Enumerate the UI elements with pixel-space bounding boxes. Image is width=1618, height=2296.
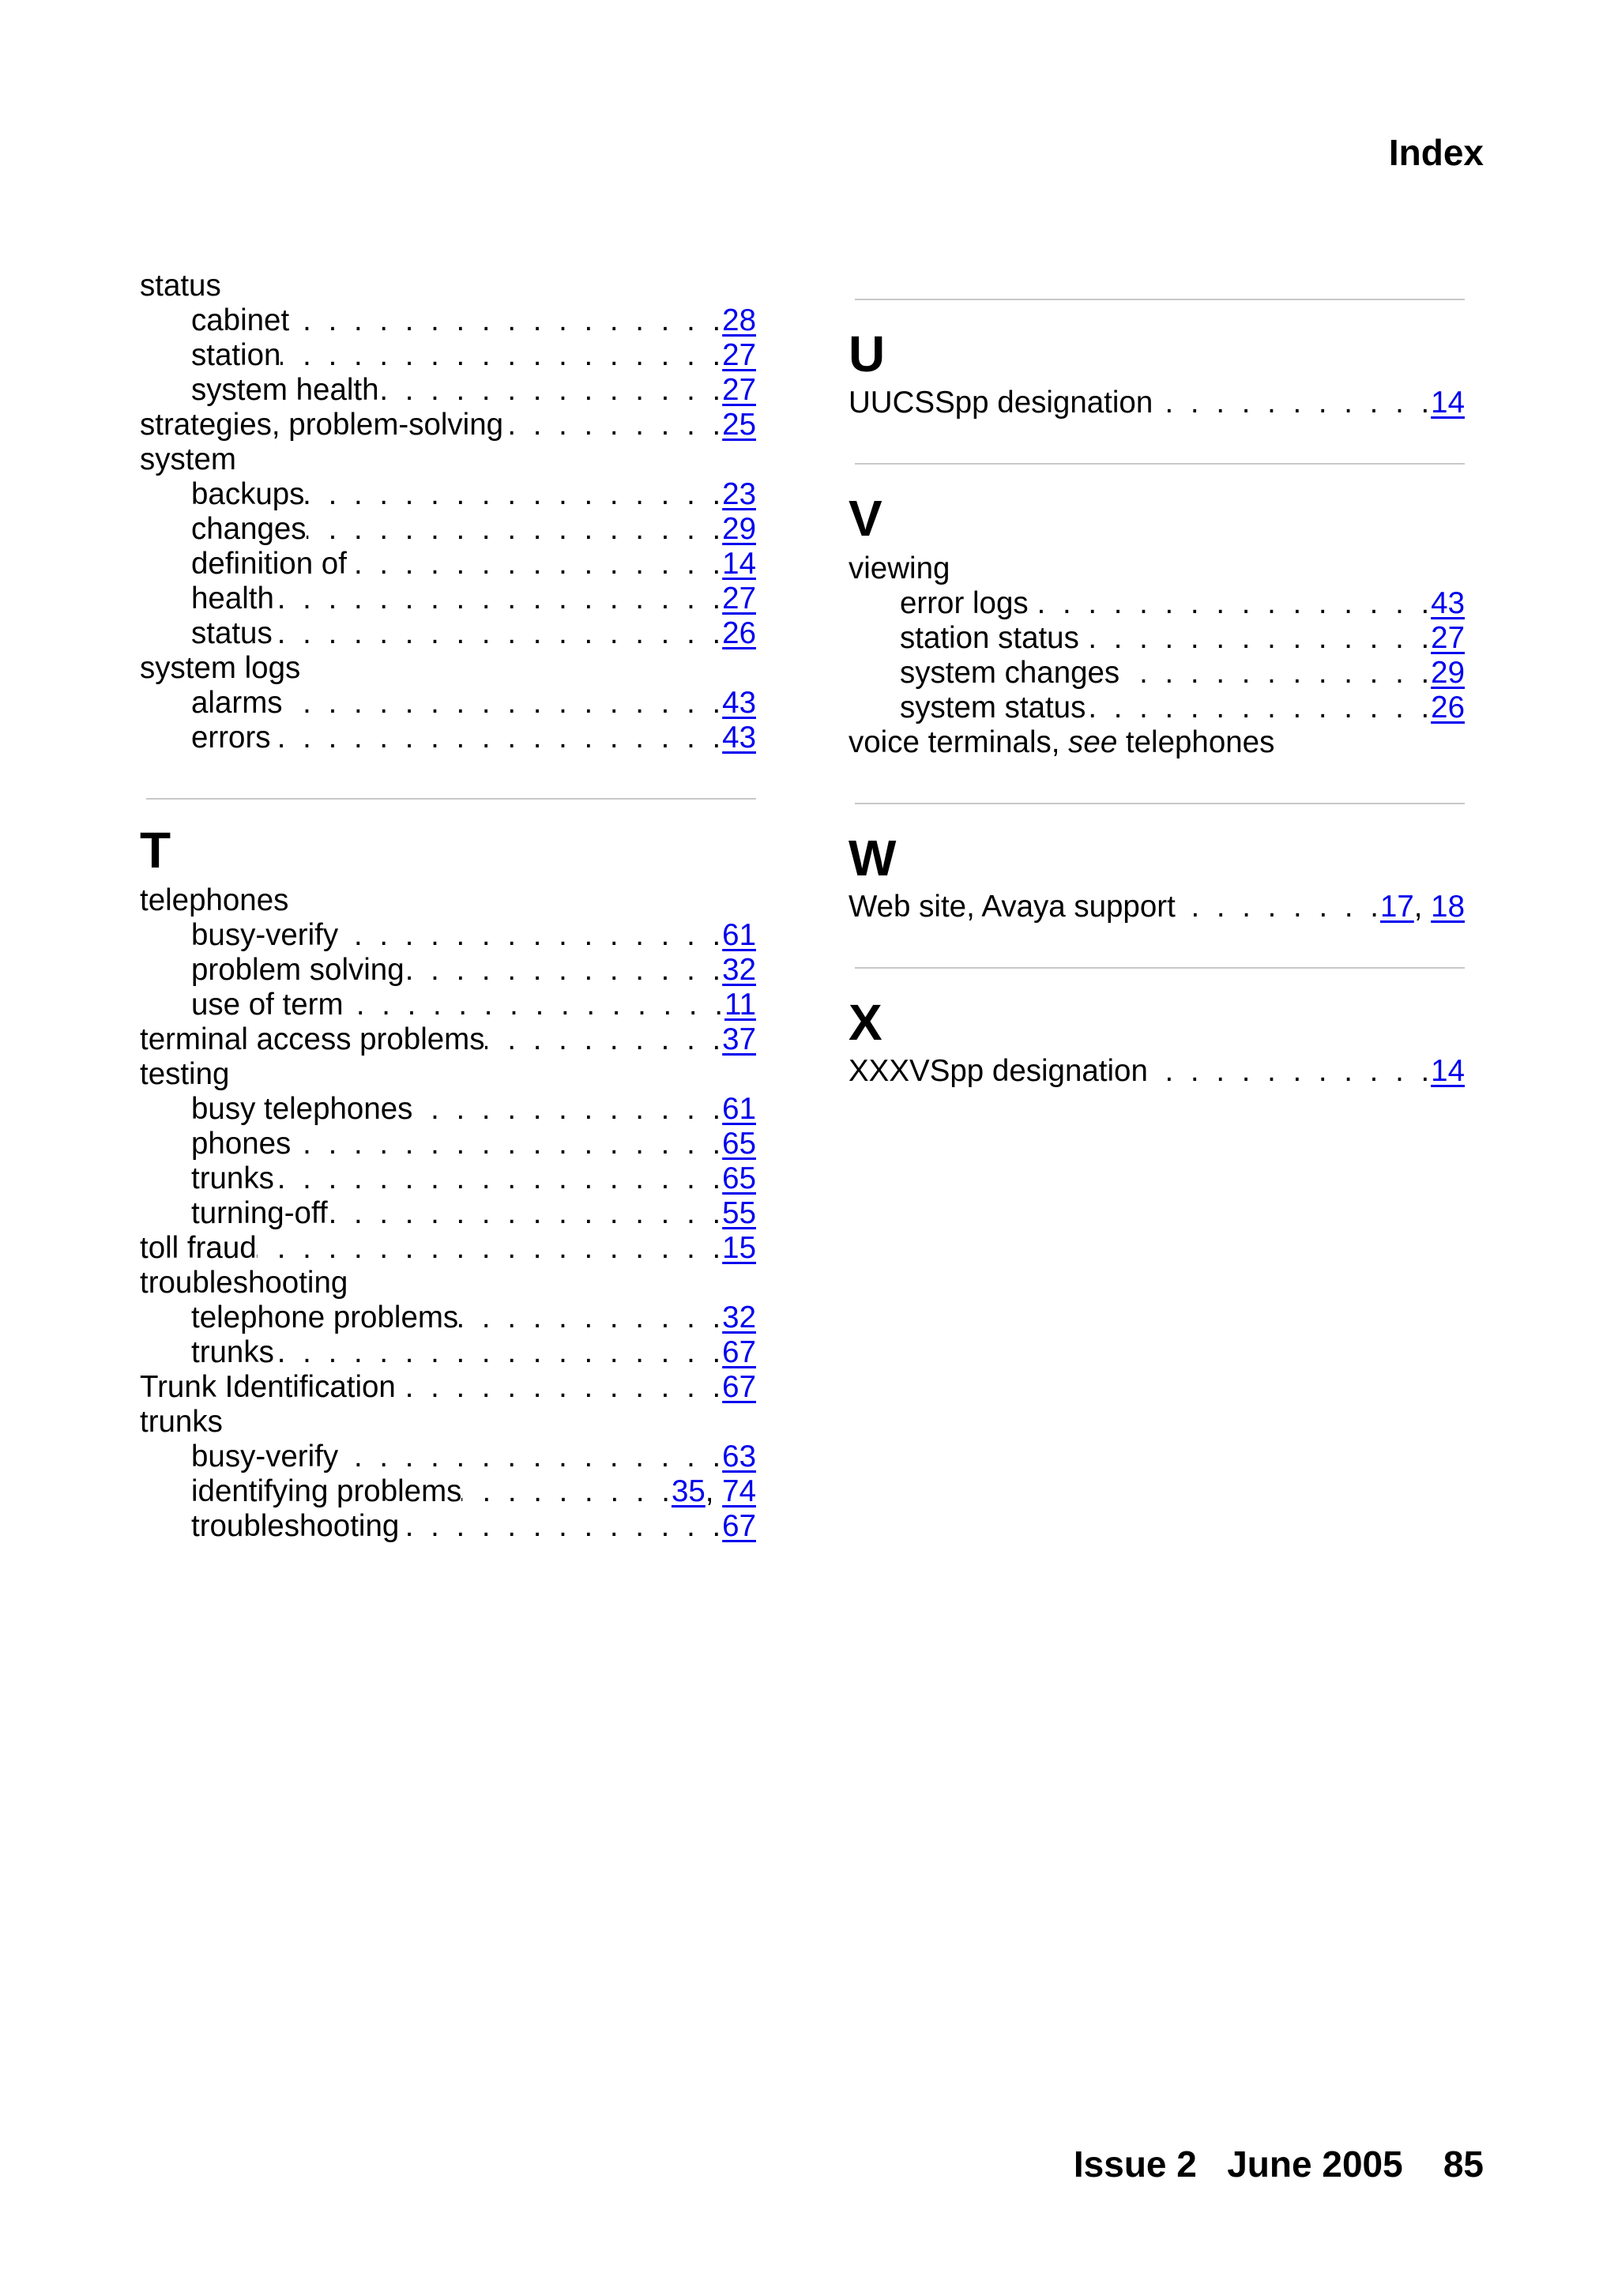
- dot-leader: [503, 408, 722, 442]
- index-subentry: [140, 373, 756, 408]
- dot-leader: [257, 1231, 723, 1266]
- page-references: [722, 918, 756, 953]
- section-divider: [855, 463, 1465, 465]
- index-term: health: [191, 582, 274, 615]
- dot-leader: [399, 1509, 722, 1544]
- index-term: system logs: [140, 651, 301, 685]
- dot-leader: [328, 1196, 723, 1231]
- index-term: station status: [900, 621, 1079, 655]
- page-link[interactable]: 65: [722, 1161, 756, 1195]
- index-subentry: [140, 1196, 756, 1231]
- dot-leader: [1153, 386, 1431, 420]
- page-references: [722, 373, 756, 408]
- section-letter-x: X: [849, 994, 882, 1051]
- page-link[interactable]: 43: [1431, 586, 1465, 620]
- dot-leader: [396, 1370, 722, 1405]
- page-link[interactable]: 25: [722, 408, 756, 442]
- index-subentry: [140, 303, 756, 338]
- page-link[interactable]: 61: [722, 918, 756, 952]
- page-references: [722, 1092, 756, 1127]
- dot-leader: [289, 303, 722, 338]
- index-subentry: [849, 691, 1465, 725]
- page-references: [722, 1300, 756, 1335]
- index-entries-w: [849, 890, 1465, 924]
- index-term: system: [140, 442, 236, 476]
- page-link[interactable]: 29: [722, 512, 756, 546]
- index-entry: [140, 442, 756, 477]
- footer-date: June 2005: [1227, 2144, 1403, 2185]
- index-subentry: [140, 512, 756, 547]
- section-letter-t: T: [140, 822, 171, 879]
- page-link[interactable]: 67: [722, 1509, 756, 1543]
- page-title: Index: [1388, 132, 1484, 173]
- dot-leader: [1029, 586, 1432, 621]
- index-term: trunks: [191, 1335, 274, 1369]
- index-subentry: [140, 582, 756, 616]
- page-link[interactable]: 27: [722, 373, 756, 407]
- index-term: viewing: [849, 551, 950, 585]
- index-entry: [140, 1370, 756, 1405]
- index-subentry: [140, 686, 756, 721]
- index-entry: [140, 651, 756, 686]
- index-term: system changes: [900, 656, 1120, 690]
- page-link[interactable]: 26: [1431, 691, 1465, 725]
- page-link[interactable]: 29: [1431, 656, 1465, 690]
- page-link[interactable]: 35: [671, 1474, 706, 1508]
- index-subentry: [140, 1335, 756, 1370]
- dot-leader: [291, 1127, 722, 1161]
- index-entry: [140, 1405, 756, 1440]
- page-references: [722, 338, 756, 373]
- page-references: [1431, 586, 1465, 621]
- page-references: [722, 1231, 756, 1266]
- page-references: [722, 512, 756, 547]
- index-term: voice terminals,: [849, 725, 1069, 759]
- index-term: station: [191, 338, 281, 372]
- index-term: toll fraud: [140, 1231, 257, 1265]
- index-entry: [849, 386, 1465, 420]
- dot-leader: [274, 1161, 722, 1196]
- index-entry: [849, 551, 1465, 586]
- dot-leader: [1148, 1054, 1431, 1089]
- dot-leader: [461, 1474, 672, 1509]
- index-term: changes: [191, 512, 307, 546]
- index-subentry: [140, 616, 756, 651]
- index-term: trunks: [140, 1405, 223, 1439]
- index-term: alarms: [191, 686, 283, 720]
- dot-leader: [274, 582, 722, 616]
- index-term: busy-verify: [191, 918, 339, 952]
- footer-page-number: 85: [1443, 2144, 1484, 2185]
- page-references: [722, 547, 756, 582]
- page-link[interactable]: 43: [722, 721, 756, 755]
- page-references: [722, 1509, 756, 1544]
- index-entries-t: [140, 883, 756, 1544]
- page-references: [722, 408, 756, 442]
- index-entry: [849, 890, 1465, 924]
- section-letter-u: U: [849, 326, 886, 382]
- page-references: [722, 721, 756, 755]
- index-subentry: [140, 1474, 756, 1509]
- index-entry: [140, 1266, 756, 1300]
- see-reference-label: see: [1068, 725, 1118, 759]
- index-term: phones: [191, 1127, 292, 1161]
- page-references: [1431, 1054, 1465, 1089]
- page-link[interactable]: 43: [722, 686, 756, 720]
- page-link[interactable]: 27: [722, 582, 756, 615]
- index-subentry: [140, 1300, 756, 1335]
- index-term: telephones: [140, 883, 289, 917]
- index-term: cabinet: [191, 303, 290, 337]
- index-term: backups: [191, 477, 305, 511]
- section-letter-v: V: [849, 490, 882, 547]
- index-term: system status: [900, 691, 1086, 725]
- page-references: [722, 477, 756, 512]
- index-term: definition of: [191, 547, 347, 581]
- page-references: [724, 988, 756, 1022]
- page-link[interactable]: 14: [722, 547, 756, 581]
- dot-leader: [280, 338, 722, 373]
- page-references: [722, 1022, 756, 1057]
- dot-leader: [1119, 656, 1431, 691]
- dot-leader: [273, 616, 722, 651]
- page-link[interactable]: 23: [722, 477, 756, 511]
- dot-leader: [1176, 890, 1380, 924]
- dot-leader: [304, 477, 722, 512]
- index-subentry: [849, 656, 1465, 691]
- dot-leader: [1086, 691, 1431, 725]
- index-subentry: [140, 1092, 756, 1127]
- section-divider: [855, 299, 1465, 300]
- page-references: 35, 74: [671, 1474, 756, 1508]
- index-entry: [140, 408, 756, 442]
- index-term: use of term: [191, 988, 344, 1022]
- page-link[interactable]: 67: [722, 1335, 756, 1369]
- page-link[interactable]: 65: [722, 1127, 756, 1161]
- page-link[interactable]: 32: [722, 1300, 756, 1334]
- index-subentry: [140, 1440, 756, 1474]
- index-term: system health: [191, 373, 379, 407]
- index-term: identifying problems: [191, 1474, 462, 1508]
- page-references: [1431, 656, 1465, 691]
- page-link[interactable]: 17: [1379, 890, 1414, 924]
- index-term: Web site, Avaya support: [849, 890, 1176, 924]
- index-entry: [140, 269, 756, 303]
- index-subentry: [140, 547, 756, 582]
- section-letter-w: W: [849, 830, 897, 886]
- dot-leader: [347, 547, 722, 582]
- index-term: busy telephones: [191, 1092, 413, 1126]
- page-references: [722, 616, 756, 651]
- index-entry: [140, 883, 756, 918]
- page-link[interactable]: 11: [724, 988, 756, 1022]
- index-term: strategies, problem-solving: [140, 408, 504, 442]
- index-column-left: [140, 269, 756, 1544]
- index-subentry: [140, 918, 756, 953]
- page-link[interactable]: 61: [722, 1092, 756, 1126]
- page-references: 17, 18: [1379, 890, 1465, 924]
- index-term: testing: [140, 1057, 230, 1091]
- section-divider: [855, 967, 1465, 969]
- page-link[interactable]: 27: [1431, 621, 1465, 655]
- dot-leader: [412, 1092, 722, 1127]
- index-term: errors: [191, 721, 271, 755]
- index-subentry: [140, 1161, 756, 1196]
- page-references: [722, 953, 756, 988]
- page-link[interactable]: 63: [722, 1440, 756, 1474]
- page-references: [722, 582, 756, 616]
- index-subentry: [140, 338, 756, 373]
- index-term: busy-verify: [191, 1440, 339, 1474]
- page-link[interactable]: 27: [722, 338, 756, 372]
- page-references: [722, 1335, 756, 1370]
- dot-leader: [271, 721, 723, 755]
- page-link[interactable]: 14: [1431, 1054, 1465, 1088]
- page-link[interactable]: 14: [1431, 386, 1465, 420]
- index-subentry: [140, 721, 756, 755]
- footer-issue: Issue 2: [1073, 2144, 1197, 2185]
- page-link[interactable]: 15: [722, 1231, 756, 1265]
- page-footer: [1074, 2143, 1484, 2185]
- page-references: [722, 303, 756, 338]
- index-term: turning-off: [191, 1196, 328, 1230]
- dot-leader: [283, 686, 723, 721]
- page-references: [722, 686, 756, 721]
- index-subentry: [849, 586, 1465, 621]
- index-entry: [140, 1231, 756, 1266]
- page-link[interactable]: 74: [722, 1474, 756, 1508]
- index-entries-s: [140, 269, 756, 755]
- index-entries-v: [849, 551, 1465, 760]
- page-references: [1431, 386, 1465, 420]
- index-subentry: [849, 621, 1465, 656]
- index-entry: [140, 1057, 756, 1092]
- index-term: problem solving: [191, 953, 404, 987]
- index-term: trunks: [191, 1161, 274, 1195]
- section-divider: [855, 803, 1465, 804]
- see-reference-target: telephones: [1117, 725, 1275, 759]
- index-entries-u: [849, 386, 1465, 420]
- index-term: error logs: [900, 586, 1029, 620]
- index-term: XXXVSpp designation: [849, 1054, 1148, 1088]
- page-references: [722, 1440, 756, 1474]
- page-link[interactable]: 37: [722, 1022, 756, 1056]
- index-subentry: [140, 1509, 756, 1544]
- index-term: troubleshooting: [191, 1509, 400, 1543]
- page-references: [722, 1370, 756, 1405]
- index-subentry: [140, 953, 756, 988]
- index-term: status: [191, 616, 273, 650]
- page-references: [722, 1196, 756, 1231]
- page-link[interactable]: 32: [722, 953, 756, 987]
- index-term: Trunk Identification: [140, 1370, 396, 1404]
- index-subentry: [140, 477, 756, 512]
- index-entries-x: [849, 1054, 1465, 1089]
- dot-leader: [274, 1335, 722, 1370]
- dot-leader: [458, 1300, 722, 1335]
- index-entry: [849, 1054, 1465, 1089]
- index-term: terminal access problems: [140, 1022, 485, 1056]
- page-link[interactable]: 18: [1431, 890, 1465, 924]
- page-references: [1431, 621, 1465, 656]
- page-references: [722, 1127, 756, 1161]
- dot-leader: [307, 512, 723, 547]
- dot-leader: [1079, 621, 1431, 656]
- page-references: [722, 1161, 756, 1196]
- page-references: [1431, 691, 1465, 725]
- page-link[interactable]: 67: [722, 1370, 756, 1404]
- index-subentry: [140, 988, 756, 1022]
- page-link[interactable]: 55: [722, 1196, 756, 1230]
- index-term: UUCSSpp designation: [849, 386, 1153, 420]
- index-entry: [849, 725, 1465, 760]
- index-subentry: [140, 1127, 756, 1161]
- dot-leader: [338, 918, 722, 953]
- index-term: troubleshooting: [140, 1266, 348, 1300]
- dot-leader: [344, 988, 724, 1022]
- index-column-right: [849, 299, 1465, 1089]
- index-entry: [140, 1022, 756, 1057]
- dot-leader: [338, 1440, 722, 1474]
- dot-leader: [404, 953, 723, 988]
- page-link[interactable]: 26: [722, 616, 756, 650]
- dot-leader: [379, 373, 723, 408]
- section-divider: [146, 798, 756, 800]
- dot-leader: [485, 1022, 723, 1057]
- index-term: status: [140, 269, 221, 303]
- index-term: telephone problems: [191, 1300, 459, 1334]
- page-link[interactable]: 28: [722, 303, 756, 337]
